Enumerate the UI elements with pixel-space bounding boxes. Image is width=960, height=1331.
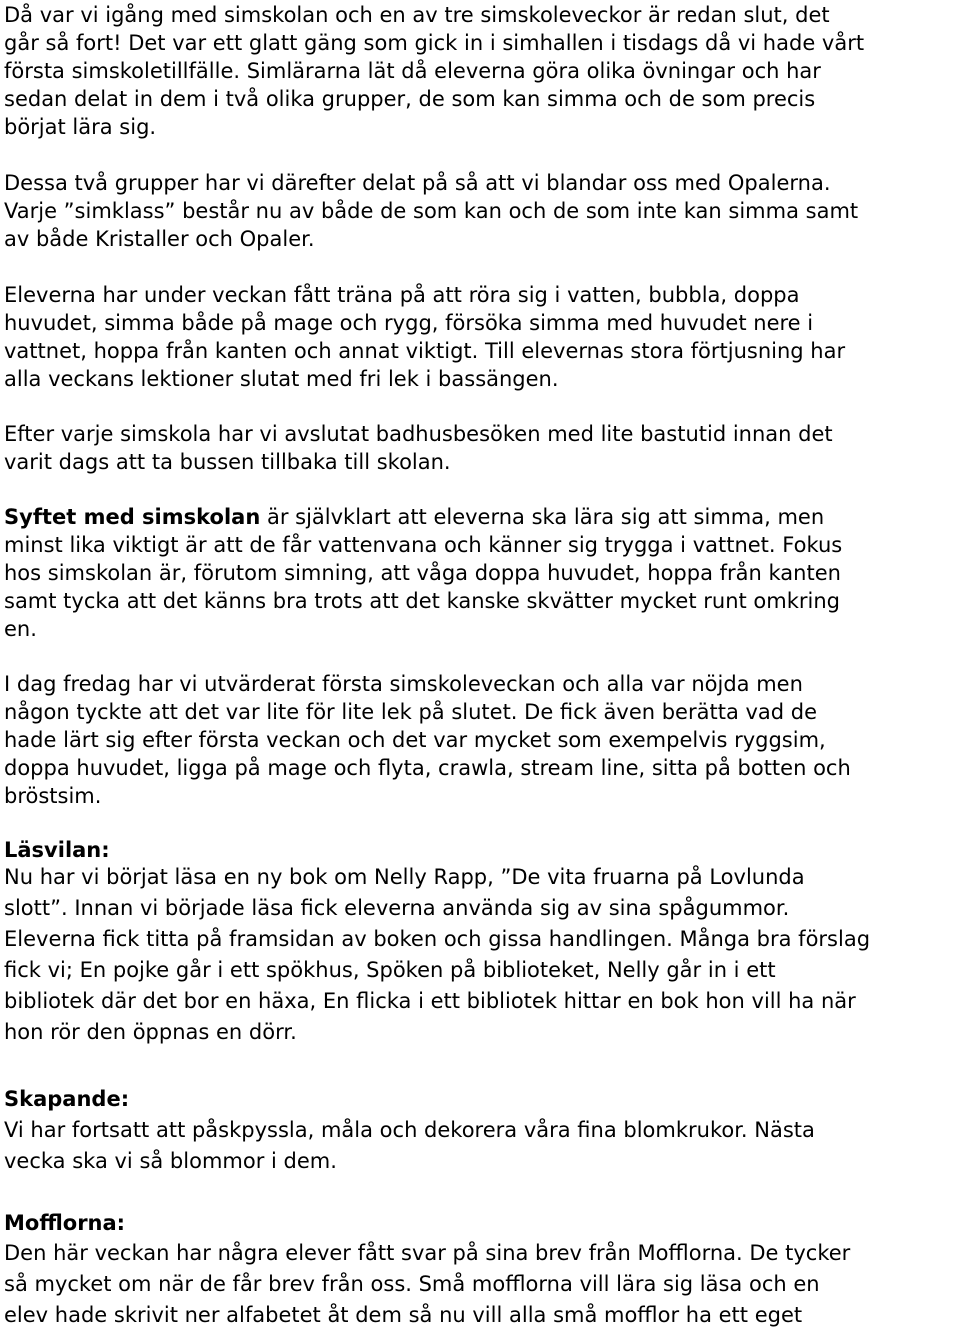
skapande-heading — [4, 1085, 958, 1113]
groups-line-2: Varje ”simklass” består nu av både de som kan och de som inte kan simma samt — [4, 199, 859, 223]
mofflorna-line-2: så mycket om när de får brev från oss. Små mofflorna vill lära sig läsa och en — [4, 1272, 820, 1296]
evaluation-line-4: doppa huvudet, ligga på mage och flyta, crawla, stream line, sitta på botten och — [4, 756, 851, 780]
purpose-line-2: minst lika viktigt är att de får vattenvana och känner sig trygga i vattnet. Fokus — [4, 533, 843, 557]
lasvilan-line-6: hon rör den öppnas en dörr. — [4, 1020, 297, 1044]
evaluation-line-1: I dag fredag har vi utvärderat första simskoleveckan och alla var nöjda men — [4, 672, 803, 696]
mofflorna-paragraph — [4, 1238, 958, 1331]
mofflorna-line-1: Den här veckan har några elever fått svar på sina brev från Mofflorna. De tycker — [4, 1241, 851, 1265]
lasvilan-heading — [4, 836, 958, 864]
evaluation-line-5: bröstsim. — [4, 784, 102, 808]
intro-paragraph — [4, 1, 958, 141]
mofflorna-heading-text: Mofflorna: — [4, 1211, 126, 1235]
purpose-paragraph — [4, 503, 958, 643]
intro-line-2: går så fort! Det var ett glatt gäng som gick in i simhallen i tisdags då vi hade vårt — [4, 31, 865, 55]
mofflorna-heading — [4, 1209, 958, 1237]
lasvilan-line-3: Eleverna fick titta på framsidan av boken och gissa handlingen. Många bra förslag — [4, 927, 871, 951]
groups-line-1: Dessa två grupper har vi därefter delat på så att vi blandar oss med Opalerna. — [4, 171, 831, 195]
purpose-line-4: samt tycka att det känns bra trots att det kanske skvätter mycket runt omkring — [4, 589, 840, 613]
activities-line-1: Eleverna har under veckan fått träna på att röra sig i vatten, bubbla, doppa — [4, 283, 800, 307]
activities-line-2: huvudet, simma både på mage och rygg, försöka simma med huvudet nere i — [4, 311, 814, 335]
skapande-line-2: vecka ska vi så blommor i dem. — [4, 1149, 337, 1173]
lasvilan-line-2: slott”. Innan vi började läsa fick eleverna använda sig av sina spågummor. — [4, 896, 790, 920]
intro-line-3: första simskoletillfälle. Simlärarna lät då eleverna göra olika övningar och har — [4, 59, 821, 83]
purpose-line-1-rest: är självklart att eleverna ska lära sig att simma, men — [260, 505, 825, 529]
intro-line-4: sedan delat in dem i två olika grupper, de som kan simma och de som precis — [4, 87, 816, 111]
sauna-paragraph — [4, 420, 958, 476]
sauna-line-2: varit dags att ta bussen tillbaka till skolan. — [4, 450, 451, 474]
lasvilan-line-4: fick vi; En pojke går i ett spökhus, Spöken på biblioteket, Nelly går in i ett — [4, 958, 776, 982]
purpose-line-3: hos simskolan är, förutom simning, att våga doppa huvudet, hoppa från kanten — [4, 561, 841, 585]
purpose-line-1 — [4, 503, 958, 531]
skapande-heading-text: Skapande: — [4, 1087, 130, 1111]
evaluation-line-3: hade lärt sig efter första veckan och det var mycket som exempelvis ryggsim, — [4, 728, 826, 752]
activities-paragraph — [4, 281, 958, 393]
sauna-line-1: Efter varje simskola har vi avslutat badhusbesöken med lite bastutid innan det — [4, 422, 833, 446]
intro-line-1: Då var vi igång med simskolan och en av tre simskoleveckor är redan slut, det — [4, 3, 830, 27]
mofflorna-line-3: elev hade skrivit ner alfabetet åt dem så nu vill alla små mofflor ha ett eget — [4, 1303, 803, 1327]
purpose-heading: Syftet med simskolan — [4, 505, 261, 529]
groups-line-3: av både Kristaller och Opaler. — [4, 227, 315, 251]
lasvilan-heading-text: Läsvilan: — [4, 838, 110, 862]
skapande-paragraph — [4, 1115, 958, 1177]
groups-paragraph — [4, 169, 958, 253]
lasvilan-line-1: Nu har vi börjat läsa en ny bok om Nelly Rapp, ”De vita fruarna på Lovlunda — [4, 865, 805, 889]
evaluation-line-2: någon tyckte att det var lite för lite lek på slutet. De fick även berätta vad de — [4, 700, 818, 724]
lasvilan-paragraph — [4, 862, 958, 1048]
lasvilan-line-5: bibliotek där det bor en häxa, En flicka i ett bibliotek hittar en bok hon vill ha när — [4, 989, 856, 1013]
evaluation-paragraph — [4, 670, 958, 810]
intro-line-5: börjat lära sig. — [4, 115, 157, 139]
skapande-line-1: Vi har fortsatt att påskpyssla, måla och dekorera våra fina blomkrukor. Nästa — [4, 1118, 815, 1142]
purpose-line-5: en. — [4, 617, 37, 641]
activities-line-4: alla veckans lektioner slutat med fri lek i bassängen. — [4, 367, 559, 391]
activities-line-3: vattnet, hoppa från kanten och annat viktigt. Till elevernas stora förtjusning har — [4, 339, 846, 363]
